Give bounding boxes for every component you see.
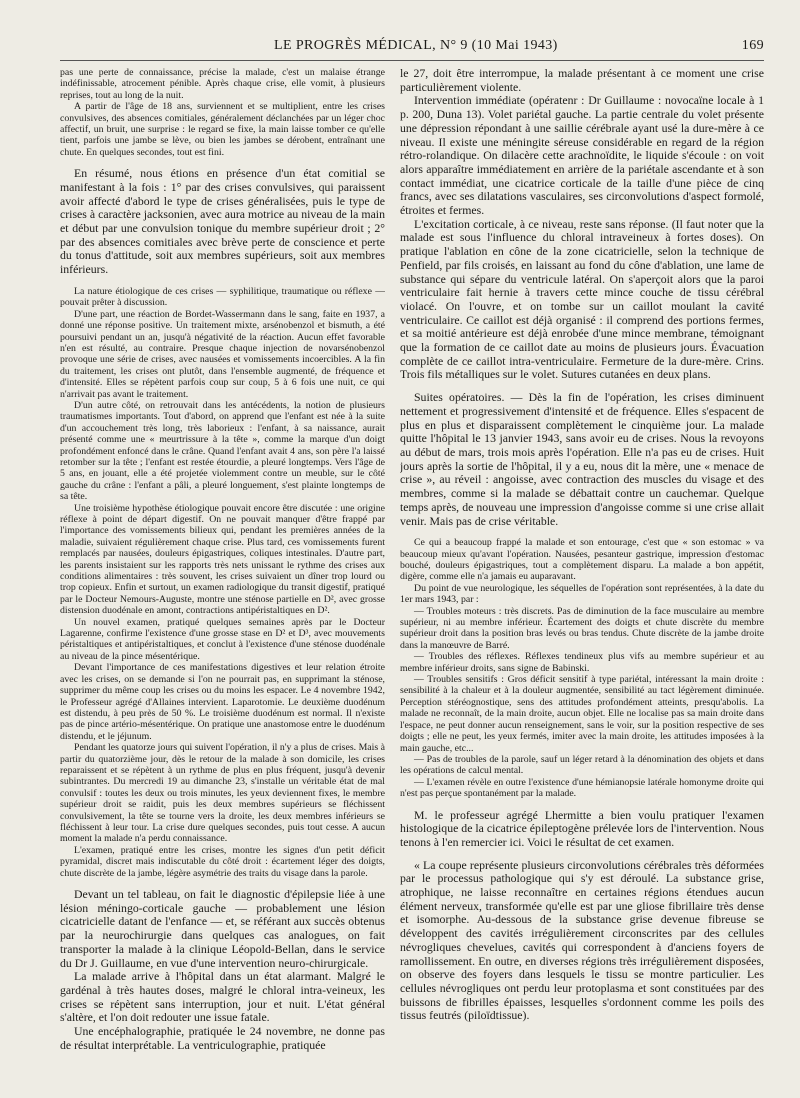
paragraph: L'examen, pratiqué entre les crises, montre les signes d'un petit déficit pyramidal, discret mais indiscutable du côté droit : écartement léger des doigts, chute discrète de la jambe, légère asymétrie des traits du visage dans la parole. [60, 844, 385, 879]
paragraph: pas une perte de connaissance, précise la malade, c'est un malaise étrange indéfinissable, atrocement pénible. Après chaque crise, elle vomit, à plusieurs reprises, tout au long de la nuit. [60, 67, 385, 101]
paragraph: le 27, doit être interrompue, la malade présentant à ce moment une crise particulièrement violente. [400, 67, 764, 94]
paragraph: En résumé, nous étions en présence d'un état comitial se manifestant à la fois : 1° par des crises convulsives, qui paraissent avoir affecté d'abord le type de crises généralisées, puis le type de crises à caractère jacksonien, avec aura motrice au niveau de la main et début par une convulsion tonique du membre supérieur droit ; 2° par des absences comitiales avec brève perte de conscience et perte du tonus d'attitude, soit aux membres supérieurs, soit aux membres inférieurs. [60, 166, 385, 277]
paragraph: Pendant les quatorze jours qui suivent l'opération, il n'y a plus de crises. Mais à partir du quatorzième jour, dès le retour de la malade à son domicile, les crises reparaissent et se répètent à un rythme de plus en plus fréquent, jusqu'à devenir subintrantes. Du mercredi 19 au dimanche 23, s'installe un véritable état de mal convulsif : toutes les deux ou trois minutes, les yeux deviennent fixes, le membre supérieur droit se raidit, puis les deux membres supérieurs se fléchissent convulsivement, la tête se tourne vers la droite, les deux membres inférieurs se fléchissent à leur tour. La crise dure quelques secondes, puis tout cesse. A aucun moment la malade n'a perdu connaissance. [60, 742, 385, 845]
paragraph: — Troubles sensitifs : Gros déficit sensitif à type pariétal, intéressant la main droite : sensibilité à la chaleur et à la douleur augmentée, sensibilité au tact légèrement diminuée. Perception stéréognostique, sens des attitudes profondément atteints, presqu'abolis. La malade ne reconnaît, de la main droite, aucun objet. Elle ne localise pas sa main droite dans l'espace, ne peut donner aucun renseignement, sans le voir, sur la position respective de ses doigts ; elle ne peut, les yeux fermés, imiter avec la main droite, les attitudes imposées à la main gauche, etc... [400, 674, 764, 754]
page-number: 169 [741, 38, 764, 53]
journal-title: LE PROGRÈS MÉDICAL, N° 9 (10 Mai 1943) [274, 38, 558, 53]
paragraph: Suites opératoires. — Dès la fin de l'opération, les crises diminuent nettement et progressivement d'intensité et de fréquence. Elles s'espacent de plus en plus et disparaissent complètement le cinquième jour. La malade quitte l'hôpital le 13 janvier 1943, sans avoir eu de crises. Nous la revoyons au début de mars, trois mois après l'opération. Elle n'a pas eu de crises. Huit jours après la sortie de l'hôpital, il y a eu, nous dit la mère, une « menace de crise », au réveil : angoisse, avec contraction des muscles du visage et des membres, comme si la malade se débattait contre un cauchemar. Quelque temps après, de nouveau une impression d'angoisse comme si une crise allait venir. Mais pas de crise véritable. [400, 390, 764, 528]
paragraph: — L'examen révèle en outre l'existence d'une hémianopsie latérale homonyme droite qui n'est pas perçue spontanément par la malade. [400, 776, 764, 800]
paragraph: Un nouvel examen, pratiqué quelques semaines après par le Docteur Lagarenne, confirme l'existence d'une grosse stase en D² et D³, avec mouvements péristaltiques et antipéristaltiques, et conclut à l'existence d'une sténose duodénale au niveau de la pince mésentérique. [60, 616, 385, 662]
paragraph: A partir de l'âge de 18 ans, surviennent et se multiplient, entre les crises convulsives, des absences comitiales, généralement déclanchées par un léger choc affectif, un bruit, une surprise : le regard se fixe, la main laisse tomber ce qu'elle tient, parfois une jambe se lève, ou bien les jambes se dérobent, entraînant une chute. En quelques secondes, tout est fini. [60, 101, 385, 158]
paragraph: D'une part, une réaction de Bordet-Wassermann dans le sang, faite en 1937, a donné une réponse positive. Un traitement mixte, arsénobenzol et bismuth, a été poursuivi pendant un an, jusqu'à négativité de la réaction. Aucun effet favorable n'en est résulté, au contraire. Presque chaque injection de novarsénobenzol provoque une série de crises, avec nausées et vomissements incoercibles. A la fin du traitement, les crises ont plutôt, dans l'ensemble augmenté, de fréquence et d'intensité. Elles se répètent parfois coup sur coup, 5 à 6 fois une nuit, ce qui n'arrivait pas avant le traitement. [60, 308, 385, 400]
header-rule [60, 60, 764, 61]
paragraph: M. le professeur agrégé Lhermitte a bien voulu pratiquer l'examen histologique de la cicatrice épileptogène prélevée lors de l'intervention. Nous tenons à l'en remercier ici. Voici le résultat de cet examen. [400, 807, 764, 849]
paragraph: Ce qui a beaucoup frappé la malade et son entourage, c'est que « son estomac » va beaucoup mieux qu'avant l'opération. Nausées, pesanteur gastrique, impression d'estomac bouché, douleurs épigastriques, tout a complètement disparu. La malade a bon appétit, digère, comme elle n'a jamais eu auparavant. [400, 537, 764, 583]
paragraph: La malade arrive à l'hôpital dans un état alarmant. Malgré le gardénal à très hautes doses, malgré le chloral intra-veineux, les crises se répètent sans interruption, jour et nuit. L'état général s'altère, et l'on doit redouter une issue fatale. [60, 969, 385, 1025]
page-header [60, 38, 764, 58]
paragraph: Une troisième hypothèse étiologique pouvait encore être discutée : une origine réflexe à point de départ digestif. On ne pouvait manquer d'être frappé par l'importance des vomissements bilieux qui, pendant les premières années de la maladie, suivaient régulièrement chaque crise. Plus tard, ces vomissements furent remplacés par nausées, douleurs épigastriques, coliques intestinales. D'autre part, les parents insistaient sur les rapports très nets unissant le rythme des crises aux conditions alimentaires : très souvent, les crises suivaient un dîner trop lourd ou trop copieux. Enfin et surtout, un examen radiologique du transit digestif, pratiqué par le Docteur Nemours-Auguste, montre une sténose partielle en D², avec grosse distension duodénale en amont, contractions antipéristaltiques en D². [60, 502, 385, 617]
paragraph: Intervention immédiate (opératenr : Dr Guillaume : novocaïne locale à 1 p. 200, Duna 13). Volet pariétal gauche. La partie centrale du volet présente une dépression répondant à une saillie cérébrale ayant usé la dure-mère à ce niveau. Il existe une méningite séreuse considérable en regard de la région rétro-rolandique. On dilacère cette arachnoïdite, le liquide s'écoule : on voit alors apparaître immédiatement en arrière de la pariétale ascendante et à son contact immédiat, une cicatrice corticale de la taille d'une pièce de cinq francs, avec ses dilatations vasculaires, ses circonvolutions d'aspect formolé, étroites et fermes. [400, 93, 764, 218]
paragraph: La nature étiologique de ces crises — syphilitique, traumatique ou réflexe — pouvait prêter à discussion. [60, 285, 385, 309]
paragraph: Une encéphalographie, pratiquée le 24 novembre, ne donne pas de résultat interprétable. La ventriculographie, pratiquée [60, 1024, 385, 1052]
paragraph: — Troubles des réflexes. Réflexes tendineux plus vifs au membre supérieur et au membre inférieur droits, sans signe de Babinski. [400, 651, 764, 674]
paragraph: Du point de vue neurologique, les séquelles de l'opération sont représentées, à la date du 1er mars 1943, par : [400, 582, 764, 606]
paragraph: L'excitation corticale, à ce niveau, reste sans réponse. (Il faut noter que la malade est sous l'influence du chloral intraveineux à fortes doses). On pratique l'ablation en cône de la zone cicatricielle, selon la technique de Penfield, par fils croisés, en laissant au fond du cône d'ablation, une lame de substance qui sépare du ventricule latéral. On s'aperçoit alors que la paroi ventriculaire fait hernie à travers cette mince couche de tissu cérébral violacé. On l'ouvre, et on tombe sur un caillot moulant la cavité ventriculaire. Ce caillot est déjà organisé : il comprend des portions fermes, et sa moitié antérieure est déjà enrobée d'une mince membrane, témoignant que la formation de ce caillot date au moins de plusieurs jours. Évacuation complète de ce caillot intra-ventriculaire. Fermeture de la dure-mère. Crins. Trois fils métalliques sur le volet. Sutures cutanées en deux plans. [400, 216, 764, 382]
paragraph: — Troubles moteurs : très discrets. Pas de diminution de la face musculaire au membre supérieur, ni au membre inférieur. Écartement des doigts et chute discrète du membre supérieur droit dans la position bras levés ou bras tendus. Chute discrète de la jambe droite dans la manœuvre de Barré. [400, 605, 764, 651]
paragraph: Devant l'importance de ces manifestations digestives et leur relation étroite avec les crises, on se demande si l'on ne pourrait pas, en supprimant la sténose, supprimer du même coup les crises ou du moins les espacer. Le 4 novembre 1942, le Professeur agrégé d'Allaines intervient. Laparotomie. Le deuxième duodénum est distendu, à peu près de 50 %. Le troisième duodénum est normal. Il n'existe pas de pince artério-mésentérique. On pratique une anastomose entre le duodénum distendu, et le jéjunum. [60, 662, 385, 742]
paragraph: — Pas de troubles de la parole, sauf un léger retard à la dénomination des objets et dans les opérations de calcul mental. [400, 753, 764, 777]
left-column [60, 67, 385, 1089]
paragraph: « La coupe représente plusieurs circonvolutions cérébrales très déformées par le processus pathologique qui s'y est déroulé. La substance grise, atrophique, ne laisse reconnaître en certaines régions étendues aucun élément nerveux, transformée qu'elle est par une gliose fibrillaire très dense et isomorphe. Au-dessous de la substance grise devenue fibreuse se développent des cavités irrégulièrement circonscrites par des cellules névrogliques chevelues, cavités qui correspondent à d'anciens foyers de ramollissement. En outre, en diverses régions très irrégulièrement disposées, on observe des foyers dans lesquels le tissu se montre particulier. Les cellules névrogliques ont perdu leur protoplasma et sont constituées par des buissons de fibrilles épaisses, lesquelles s'ordonnent comme les poils des tissus feutrés (piloïdtissue). [400, 857, 764, 1023]
paragraph: Devant un tel tableau, on fait le diagnostic d'épilepsie liée à une lésion méningo-corticale gauche — probablement une lésion cicatricielle datant de l'enfance — et, se référant aux succès obtenus par la neurochirurgie dans quelques cas analogues, on fait transporter la malade à la clinique Léopold-Bellan, dans le service du Dr J. Guillaume, en vue d'une intervention neuro-chirurgicale. [60, 887, 385, 970]
paragraph: D'un autre côté, on retrouvait dans les antécédents, la notion de plusieurs traumatismes importants. Tout d'abord, on apprend que l'enfant est née à la suite d'un accouchement très long, très laborieux : l'enfant, à sa naissance, aurait présenté comme une « meurtrissure à la tête », comme la marque d'un doigt profondément enfoncé dans le crâne. Quand l'enfant avait 4 ans, son père l'a laissé retomber sur la tête ; l'enfant est restée étourdie, a pleuré longtemps. Vers l'âge de 5 ans, en jouant, elle a été projetée violemment contre un meuble, sur le côté gauche du crâne : l'enfant a pâli, a pleuré longuement, s'est plainte longtemps de sa tête. [60, 399, 385, 503]
right-column [400, 67, 764, 1089]
